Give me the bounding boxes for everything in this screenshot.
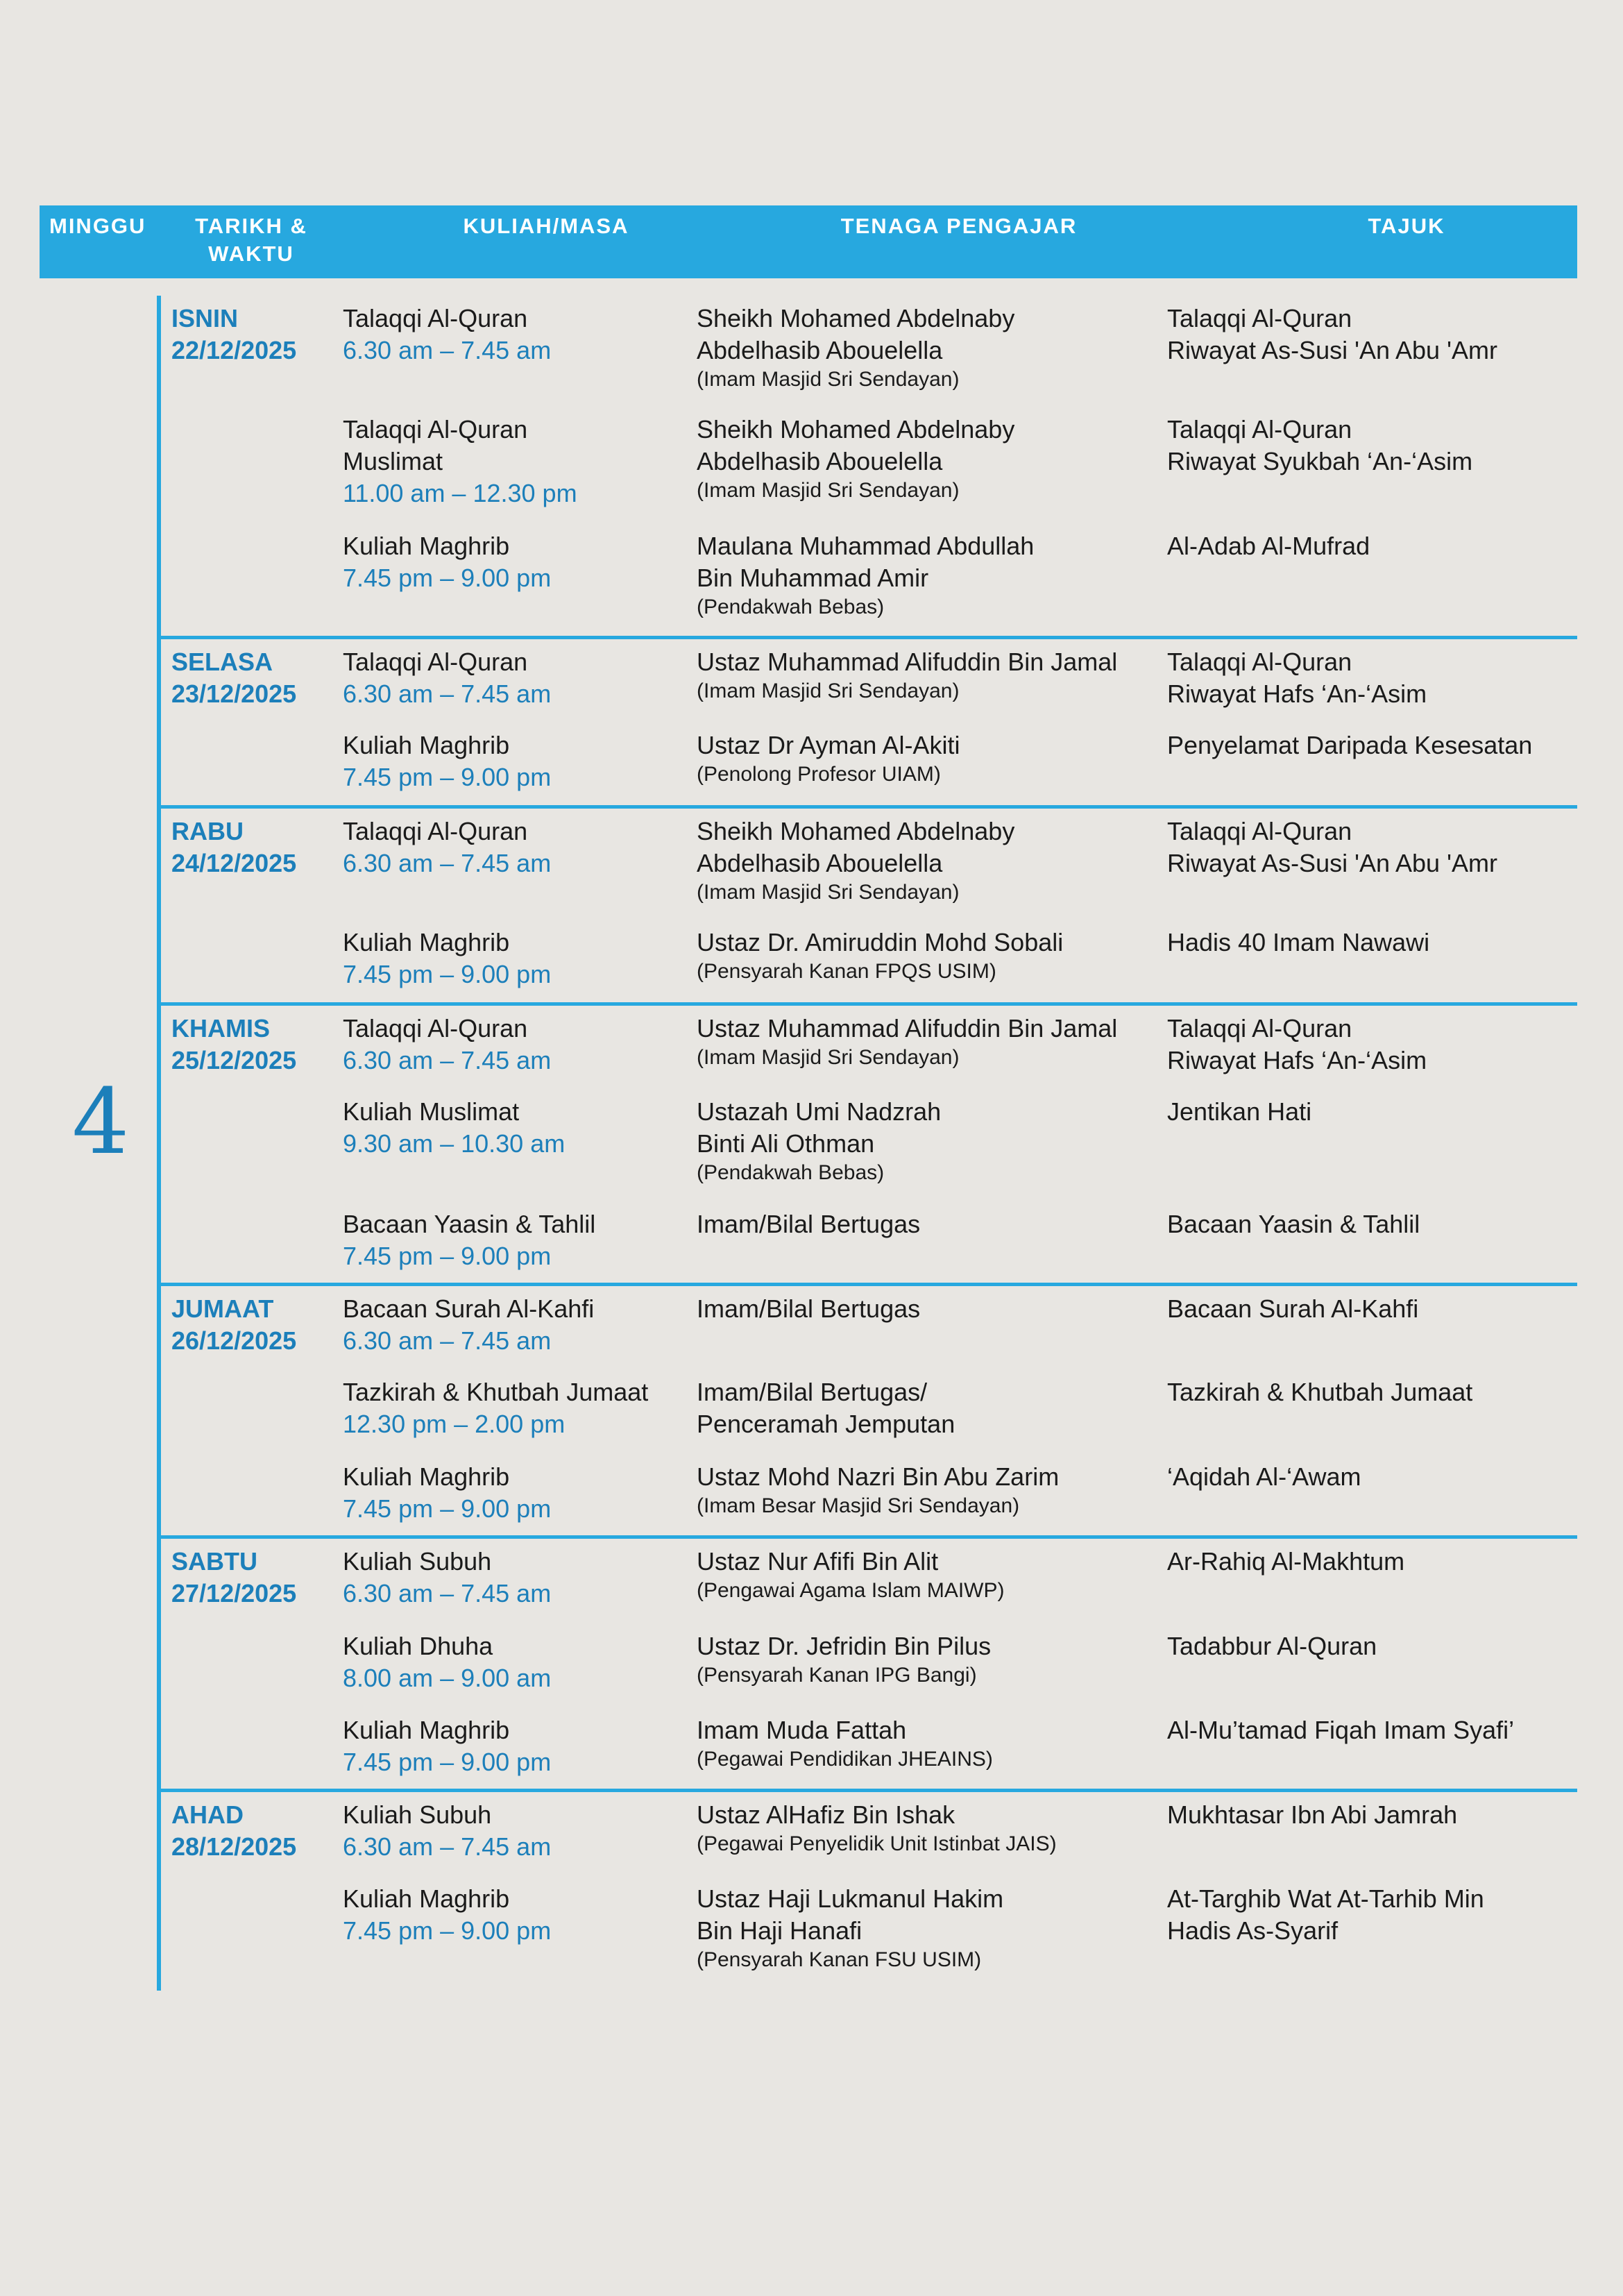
teacher-name: Sheikh Mohamed Abdelnaby (697, 817, 1015, 845)
class-time: 6.30 am – 7.45 am (343, 1832, 552, 1861)
teacher-role: (Imam Masjid Sri Sendayan) (697, 679, 960, 702)
header-date-line1: TARIKH & (195, 214, 307, 238)
topic: Penyelamat Daripada Kesesatan (1167, 731, 1533, 759)
teacher-name: Imam Muda Fattah (697, 1716, 907, 1744)
day-label (171, 1799, 296, 1863)
teacher-role: (Imam Masjid Sri Sendayan) (697, 881, 960, 904)
topic: Jentikan Hati (1167, 1097, 1312, 1126)
teacher-role: (Pegawai Pendidikan JHEAINS) (697, 1748, 993, 1771)
teacher-name: Sheikh Mohamed Abdelnaby (697, 415, 1015, 444)
class-title: Talaqqi Al-Quran (343, 817, 528, 845)
class-title: Kuliah Subuh (343, 1547, 492, 1576)
teacher-name: Imam/Bilal Bertugas/ (697, 1378, 928, 1406)
teacher-name: Imam/Bilal Bertugas (697, 1210, 921, 1238)
day-row-sabtu (161, 1535, 1577, 1792)
class-time: 6.30 am – 7.45 am (343, 1046, 552, 1074)
class-time: 6.30 am – 7.45 am (343, 679, 552, 708)
class-time: 7.45 pm – 9.00 pm (343, 564, 552, 592)
class-time: 6.30 am – 7.45 am (343, 1326, 552, 1355)
teacher-name: Penceramah Jemputan (697, 1410, 955, 1438)
class-title: Muslimat (343, 447, 443, 475)
class-title: Bacaan Yaasin & Tahlil (343, 1210, 596, 1238)
topic: Riwayat As-Susi 'An Abu 'Amr (1167, 336, 1497, 364)
teacher-name: Ustaz Muhammad Alifuddin Bin Jamal (697, 1014, 1118, 1043)
day-label (171, 1293, 296, 1357)
day-date: 27/12/2025 (171, 1579, 297, 1607)
class-title: Tazkirah & Khutbah Jumaat (343, 1378, 649, 1406)
teacher-role: (Penolong Profesor UIAM) (697, 763, 941, 786)
day-date: 24/12/2025 (171, 849, 297, 877)
day-name: ISNIN (171, 304, 239, 332)
teacher-name: Abdelhasib Abouelella (697, 336, 943, 364)
class-time: 8.00 am – 9.00 am (343, 1664, 552, 1692)
topic: Talaqqi Al-Quran (1167, 415, 1352, 444)
day-row-jumaat (161, 1283, 1577, 1539)
teacher-name: Sheikh Mohamed Abdelnaby (697, 304, 1015, 332)
day-date: 26/12/2025 (171, 1326, 297, 1355)
topic: Riwayat As-Susi 'An Abu 'Amr (1167, 849, 1497, 877)
topic: Tadabbur Al-Quran (1167, 1632, 1377, 1660)
topic: Talaqqi Al-Quran (1167, 648, 1352, 676)
day-name: KHAMIS (171, 1014, 270, 1043)
teacher-name: Binti Ali Othman (697, 1129, 875, 1158)
topic: Al-Adab Al-Mufrad (1167, 532, 1370, 560)
day-name: SELASA (171, 648, 273, 676)
teacher-name: Ustaz Haji Lukmanul Hakim (697, 1884, 1004, 1913)
topic: Riwayat Syukbah ‘An-‘Asim (1167, 447, 1473, 475)
topic: Bacaan Yaasin & Tahlil (1167, 1210, 1420, 1238)
teacher-role: (Pensyarah Kanan FPQS USIM) (697, 960, 996, 983)
class-title: Kuliah Dhuha (343, 1632, 493, 1660)
teacher-name: Maulana Muhammad Abdullah (697, 532, 1035, 560)
header-date (178, 212, 324, 268)
topic: Al-Mu’tamad Fiqah Imam Syafi’ (1167, 1716, 1515, 1744)
teacher-name: Ustaz Dr. Jefridin Bin Pilus (697, 1632, 992, 1660)
teacher-role: (Imam Masjid Sri Sendayan) (697, 479, 960, 502)
topic: Riwayat Hafs ‘An-‘Asim (1167, 1046, 1427, 1074)
teacher-name: Ustaz AlHafiz Bin Ishak (697, 1800, 955, 1829)
teacher-name: Bin Haji Hanafi (697, 1916, 863, 1945)
teacher-name: Ustaz Mohd Nazri Bin Abu Zarim (697, 1462, 1060, 1491)
class-time: 7.45 pm – 9.00 pm (343, 1494, 552, 1523)
day-name: AHAD (171, 1800, 244, 1829)
topic: Talaqqi Al-Quran (1167, 304, 1352, 332)
teacher-role: (Imam Masjid Sri Sendayan) (697, 1046, 960, 1069)
topic: Hadis 40 Imam Nawawi (1167, 928, 1430, 956)
class-title: Talaqqi Al-Quran (343, 648, 528, 676)
teacher-name: Ustaz Nur Afifi Bin Alit (697, 1547, 939, 1576)
day-row-isnin (161, 296, 1577, 636)
topic: Riwayat Hafs ‘An-‘Asim (1167, 679, 1427, 708)
table-header (40, 205, 1577, 278)
topic: Tazkirah & Khutbah Jumaat (1167, 1378, 1473, 1406)
teacher-name: Abdelhasib Abouelella (697, 447, 943, 475)
class-title: Bacaan Surah Al-Kahfi (343, 1294, 595, 1323)
teacher-role: (Imam Besar Masjid Sri Sendayan) (697, 1494, 1020, 1517)
day-label (171, 1546, 296, 1610)
class-title: Kuliah Subuh (343, 1800, 492, 1829)
day-name: JUMAAT (171, 1294, 274, 1323)
header-topic: TAJUK (1368, 214, 1445, 238)
class-time: 6.30 am – 7.45 am (343, 1579, 552, 1607)
class-title: Talaqqi Al-Quran (343, 1014, 528, 1043)
day-date: 25/12/2025 (171, 1046, 297, 1074)
topic: At-Targhib Wat At-Tarhib Min (1167, 1884, 1484, 1913)
teacher-role: (Pensyarah Kanan IPG Bangi) (697, 1664, 977, 1687)
topic: Bacaan Surah Al-Kahfi (1167, 1294, 1419, 1323)
class-title: Kuliah Maghrib (343, 1462, 510, 1491)
class-time: 7.45 pm – 9.00 pm (343, 1916, 552, 1945)
day-row-rabu (161, 805, 1577, 1006)
class-time: 11.00 am – 12.30 pm (343, 479, 577, 507)
teacher-name: Ustaz Dr. Amiruddin Mohd Sobali (697, 928, 1064, 956)
day-name: SABTU (171, 1547, 257, 1576)
class-time: 7.45 pm – 9.00 pm (343, 1242, 552, 1270)
teacher-role: (Pendakwah Bebas) (697, 1161, 885, 1184)
class-title: Kuliah Maghrib (343, 731, 510, 759)
topic: Mukhtasar Ibn Abi Jamrah (1167, 1800, 1458, 1829)
class-time: 6.30 am – 7.45 am (343, 336, 552, 364)
topic: Talaqqi Al-Quran (1167, 817, 1352, 845)
class-title: Talaqqi Al-Quran (343, 415, 528, 444)
day-row-ahad (161, 1789, 1577, 1994)
day-row-khamis (161, 1002, 1577, 1286)
topic: Ar-Rahiq Al-Makhtum (1167, 1547, 1405, 1576)
class-title: Kuliah Maghrib (343, 928, 510, 956)
teacher-name: Abdelhasib Abouelella (697, 849, 943, 877)
teacher-role: (Pendakwah Bebas) (697, 596, 885, 618)
day-row-selasa (161, 636, 1577, 809)
teacher-role: (Pengawai Agama Islam MAIWP) (697, 1579, 1005, 1602)
teacher-name: Bin Muhammad Amir (697, 564, 929, 592)
day-label (171, 1013, 296, 1077)
day-date: 28/12/2025 (171, 1832, 297, 1861)
header-date-line2: WAKTU (208, 242, 294, 266)
topic: ‘Aqidah Al-‘Awam (1167, 1462, 1361, 1491)
teacher-name: Ustaz Dr Ayman Al-Akiti (697, 731, 960, 759)
class-title: Kuliah Muslimat (343, 1097, 520, 1126)
class-time: 6.30 am – 7.45 am (343, 849, 552, 877)
topic: Talaqqi Al-Quran (1167, 1014, 1352, 1043)
teacher-name: Imam/Bilal Bertugas (697, 1294, 921, 1323)
class-title: Talaqqi Al-Quran (343, 304, 528, 332)
header-teacher: TENAGA PENGAJAR (840, 214, 1078, 238)
class-time: 9.30 am – 10.30 am (343, 1129, 566, 1158)
day-name: RABU (171, 817, 244, 845)
teacher-role: (Imam Masjid Sri Sendayan) (697, 368, 960, 391)
week-number: 4 (71, 1069, 130, 1174)
class-title: Kuliah Maghrib (343, 1716, 510, 1744)
day-label (171, 816, 296, 879)
teacher-role: (Pegawai Penyelidik Unit Istinbat JAIS) (697, 1832, 1057, 1855)
header-week: MINGGU (49, 214, 146, 238)
day-date: 23/12/2025 (171, 679, 297, 708)
class-title: Kuliah Maghrib (343, 1884, 510, 1913)
day-label (171, 646, 296, 710)
class-time: 7.45 pm – 9.00 pm (343, 1748, 552, 1776)
class-title: Kuliah Maghrib (343, 532, 510, 560)
teacher-role: (Pensyarah Kanan FSU USIM) (697, 1948, 982, 1971)
topic: Hadis As-Syarif (1167, 1916, 1339, 1945)
teacher-name: Ustazah Umi Nadzrah (697, 1097, 942, 1126)
teacher-name: Ustaz Muhammad Alifuddin Bin Jamal (697, 648, 1118, 676)
class-time: 7.45 pm – 9.00 pm (343, 960, 552, 988)
class-time: 12.30 pm – 2.00 pm (343, 1410, 566, 1438)
header-class: KULIAH/MASA (463, 214, 629, 238)
class-time: 7.45 pm – 9.00 pm (343, 763, 552, 791)
day-label (171, 303, 296, 366)
day-date: 22/12/2025 (171, 336, 297, 364)
